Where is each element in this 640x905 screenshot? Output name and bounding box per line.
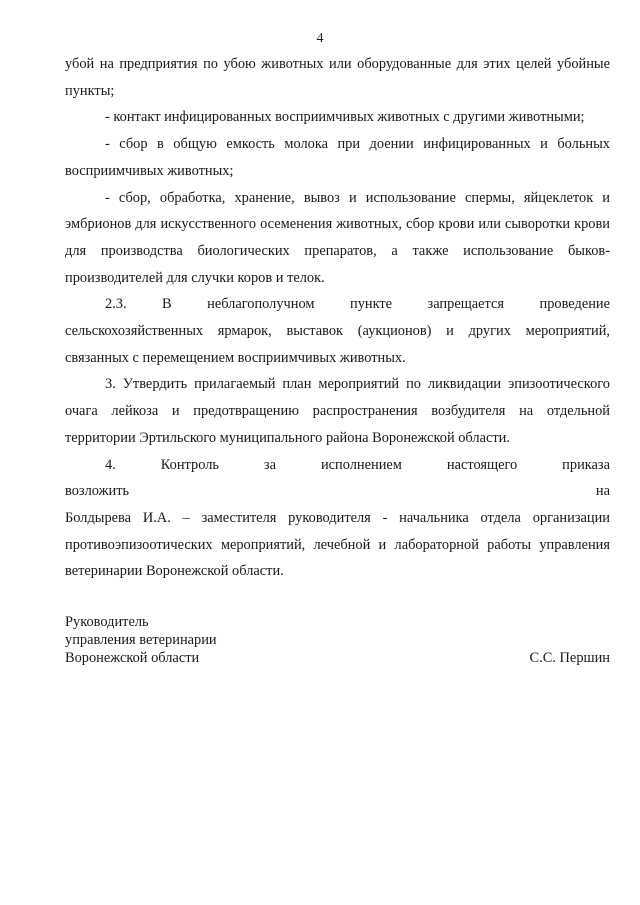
paragraph-milk: - сбор в общую емкость молока при доении инфицированных и больных восприимчивых животных; — [65, 136, 610, 179]
paragraph-sperm: - сбор, обработка, хранение, вывоз и использование спермы, яйцеклеток и эмбрионов для искусственного осеменения животных, сбор крови или сыворотки крови для производства биологических препаратов, а также использование быков-производителей для случки коров и телок. — [65, 189, 610, 286]
paragraph-2-3-heading: 2.3. В неблагополучном пункте запрещается проведение — [105, 296, 610, 313]
paragraph-2-3-body: сельскохозяйственных ярмарок, выставок (аукционов) и других мероприятий, связанных с перемещением восприимчивых животных. — [65, 323, 610, 366]
paragraph-4-body: Болдырева И.А. – заместителя руководителя - начальника отдела организации противоэпизоотических мероприятий, лечебной и лабораторной работы управления ветеринарии Воронежской области. — [65, 509, 610, 580]
signatory-title — [65, 613, 610, 667]
paragraph-4-heading: 4. Контроль за исполнением настоящего приказа возложить на — [65, 456, 610, 500]
signatory-title-line2: управления ветеринарии — [65, 632, 217, 648]
signatory-title-line3: Воронежской области — [65, 650, 200, 666]
signatory-name: С.С. Першин — [529, 650, 610, 666]
signature-block — [65, 613, 610, 667]
document-body — [65, 51, 610, 585]
paragraph-slaughter: убой на предприятия по убою животных или оборудованные для этих целей убойные пункты; — [65, 56, 610, 99]
paragraph-3-approve-plan: 3. Утвердить прилагаемый план мероприятий по ликвидации эпизоотического очага лейкоза и предотвращению распространения возбудителя на отдельной территории Эртильского муниципального района Воронежской области. — [65, 376, 610, 446]
page-number: 4 — [316, 31, 324, 46]
signatory-title-line1: Руководитель — [65, 614, 149, 630]
paragraph-contact: - контакт инфицированных восприимчивых животных с другими животными; — [105, 109, 585, 126]
